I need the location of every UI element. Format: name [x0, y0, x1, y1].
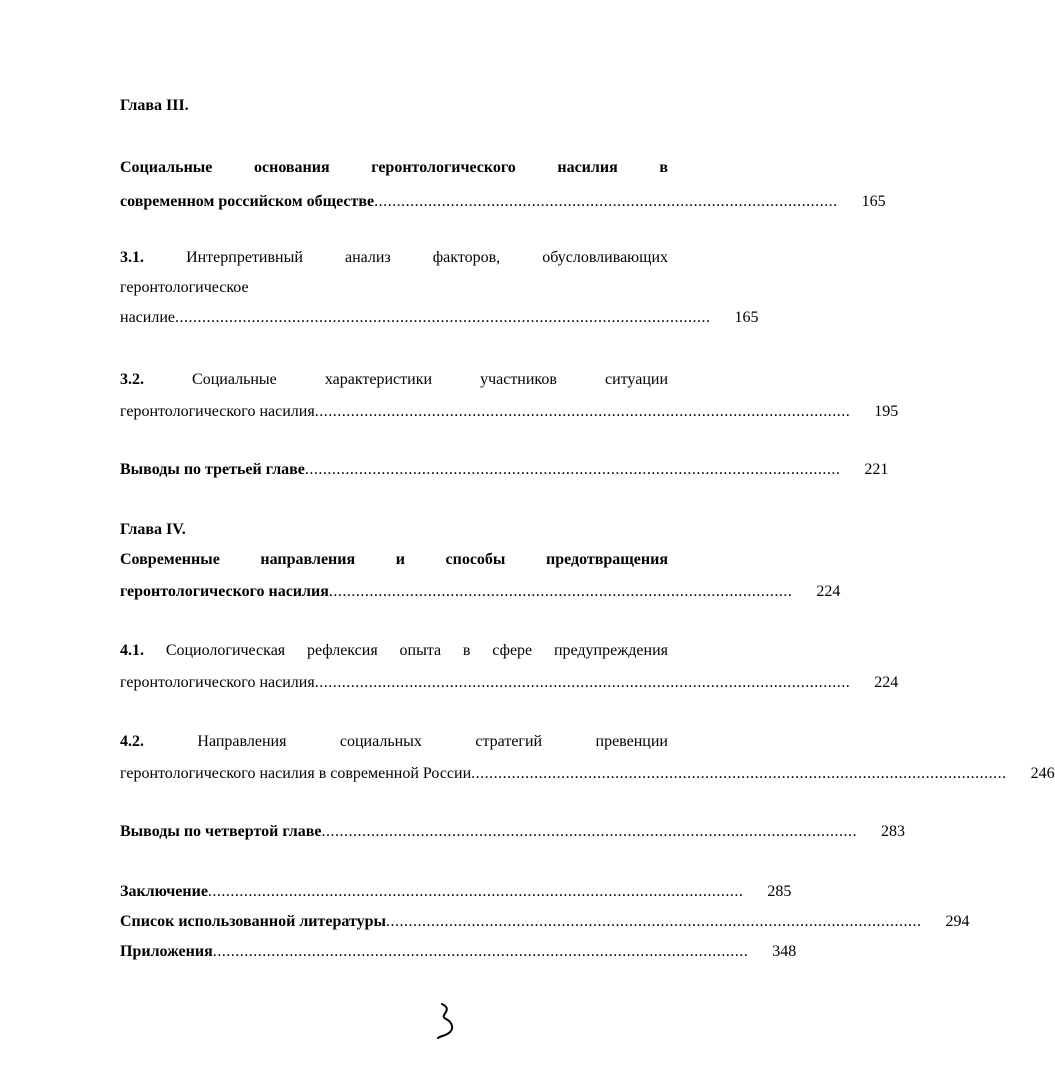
dot-leader: ....................................................................................................................... [471, 765, 1007, 782]
section-4-1-entry [120, 641, 899, 693]
dot-leader: ....................................................................................................................... [207, 883, 744, 900]
appendix-page: 348 [772, 943, 797, 960]
section-3-2-line1: Социальные характеристики участников ситуации [192, 371, 669, 388]
dot-leader: ....................................................................................................................... [321, 823, 857, 840]
chapter-4-conclusions-entry [120, 822, 905, 842]
dot-leader: ....................................................................................................................... [314, 674, 851, 691]
dot-leader: ....................................................................................................................... [212, 943, 749, 960]
chapter-3-conclusions-label: Выводы по третьей главе [120, 461, 305, 478]
section-4-2-number: 4.2. [120, 733, 144, 750]
chapter-4-conclusions-label: Выводы по четвертой главе [120, 823, 322, 840]
section-3-1-line3: насилие [120, 309, 175, 326]
chapter-3-label: Глава III. [120, 97, 189, 114]
chapter-4-title-line1: Современные направления и способы предотвращения [120, 551, 668, 568]
chapter-3-title-line2: современном российском обществе [120, 193, 375, 210]
chapter-3-page: 165 [861, 193, 886, 210]
section-3-1-number: 3.1. [120, 249, 144, 266]
section-3-2-number: 3.2. [120, 371, 144, 388]
references-label: Список использованной литературы [120, 913, 386, 930]
appendix-entry [120, 942, 797, 962]
chapter-3-conclusions-page: 221 [864, 461, 889, 478]
chapter-3-entry [120, 158, 886, 212]
section-4-1-line2: геронтологического насилия [120, 674, 315, 691]
dot-leader: ....................................................................................................... [374, 193, 838, 210]
appendix-label: Приложения [120, 943, 213, 960]
dot-leader: ....................................................................................................................... [386, 913, 922, 930]
section-3-2-page: 195 [874, 403, 899, 420]
section-4-1-page: 224 [874, 674, 899, 691]
section-3-2-entry [120, 370, 899, 422]
section-4-1-line1: Социологическая рефлексия опыта в сфере предупреждения [165, 642, 668, 659]
section-4-2-page: 246 [1030, 765, 1055, 782]
chapter-4-title-line2: геронтологического насилия [120, 583, 329, 600]
section-4-2-line1: Направления социальных стратегий превенции [197, 733, 668, 750]
dot-leader: ....................................................................................................................... [314, 403, 851, 420]
section-3-1-entry [120, 248, 759, 328]
section-3-1-line2: геронтологическое [120, 279, 249, 296]
dot-leader: ....................................................................................................................... [304, 461, 841, 478]
section-4-2-entry [120, 732, 1055, 784]
section-4-2-line2: геронтологического насилия в современной России [120, 765, 472, 782]
section-3-1-page: 165 [734, 309, 759, 326]
chapter-4-label: Глава IV. [120, 521, 186, 538]
conclusion-entry [120, 882, 792, 902]
references-entry [120, 912, 970, 932]
chapter-4-page: 224 [816, 583, 841, 600]
chapter-4-entry [120, 550, 841, 602]
dot-leader: ....................................................................................................................... [174, 309, 711, 326]
references-page: 294 [945, 913, 970, 930]
chapter-3-conclusions-entry [120, 460, 889, 480]
dot-leader: ....................................................................................................... [328, 583, 793, 600]
section-4-1-number: 4.1. [120, 642, 144, 659]
handwritten-page-number [430, 998, 470, 1042]
chapter-3-title-line1: Социальные основания геронтологического насилия в [120, 159, 668, 176]
conclusion-page: 285 [767, 883, 792, 900]
section-3-2-line2: геронтологического насилия [120, 403, 315, 420]
section-3-1-line1: Интерпретивный анализ факторов, обусловливающих [186, 249, 669, 266]
conclusion-label: Заключение [120, 883, 208, 900]
chapter-4-conclusions-page: 283 [881, 823, 905, 840]
